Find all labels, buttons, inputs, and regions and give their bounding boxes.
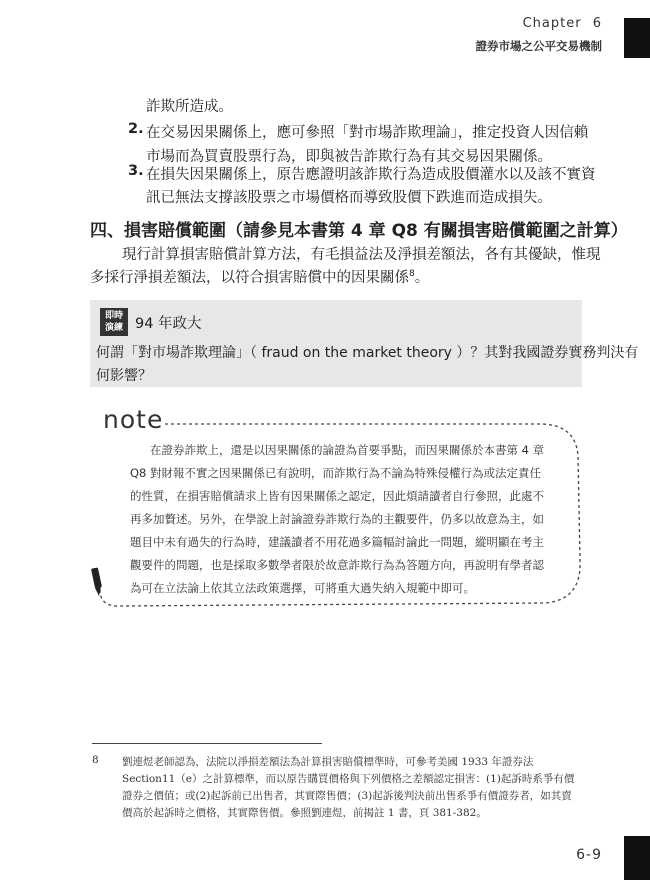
- note-line-6: 觀要件的問題，也是採取多數學者限於故意詐欺行為為答題方向，再說明有學者認: [130, 558, 544, 572]
- footer-tab-marker: [624, 836, 650, 880]
- note-line-1: 在證券詐欺上，還是以因果關係的論證為首要爭點，而因果關係於本書第 4 章: [150, 443, 545, 457]
- note-line-2: Q8 對財報不實之因果關係已有說明，而詐欺行為不論為特殊侵權行為或法定責任: [130, 466, 542, 480]
- note-label: note: [103, 405, 164, 434]
- list-item-2-line1: 在交易因果關係上，應可參照「對市場詐欺理論」，推定投資人因信賴: [146, 125, 589, 141]
- section-paragraph-end: 。: [414, 270, 430, 286]
- list-item-3-line1: 在損失因果關係上，原告應證明該詐欺行為造成股價灌水以及該不實資: [146, 167, 596, 183]
- footnote-line1: 劉連煜老師認為，法院以淨損差額法為計算損害賠償標準時，可參考美國 1933 年證券法: [122, 756, 534, 768]
- list-item-2-number: 2.: [128, 121, 144, 137]
- section-heading: 四、損害賠償範圍（請參見本書第 4 章 Q8 有關損害賠償範圍之計算）: [90, 221, 628, 241]
- exercise-question-line2: 何影響？: [96, 368, 152, 384]
- chapter-number: 6: [592, 16, 602, 31]
- footnote-line3: 證券之價值；或(2)起訴前已出售者，其實際售價；(3)起訴後判決前出售系爭有價證券者，如其賣: [122, 790, 572, 802]
- footnote-line2: Section11（e）之計算標準，而以原告購買價格與下列價格之差額認定損害：(1)起訴時系爭有價: [122, 773, 575, 785]
- note-line-4: 再多加贅述。另外，在學說上討論證券詐欺行為的主觀要件，仍多以故意為主，如: [130, 512, 544, 526]
- exercise-question-line1: 何謂「對市場詐欺理論」（ fraud on the market theory ）？其對我國證券實務判決有: [96, 345, 639, 361]
- note-line-7: 為可在立法論上依其立法政策選擇，可將重大過失納入規範中即可。: [130, 581, 475, 595]
- list-item-2-line2: 市場而為買賣股票行為，即與被告詐欺行為有其交易因果關係。: [146, 149, 552, 165]
- badge-line2: 演練: [104, 323, 123, 333]
- footnote-line4: 價高於起訴時之價格，其實際售價。參照劉連煜，前揭註 1 書，頁 381-382。: [122, 807, 487, 819]
- note-line-5: 題目中未有過失的行為時，建議讀者不用花過多篇幅討論此一問題，縱明顯在考主: [130, 535, 544, 549]
- list-item-3-line2: 訊已無法支撐該股票之市場價格而導致股價下跌進而造成損失。: [146, 190, 552, 206]
- badge-line1: 即時: [104, 311, 123, 321]
- list-item-3-number: 3.: [128, 163, 144, 179]
- note-line-3: 的性質，在損害賠償請求上皆有因果關係之認定，因此煩請讀者自行參照，此處不: [130, 489, 544, 503]
- section-paragraph-line1: 現行計算損害賠償計算方法，有毛損益法及淨損差額法，各有其優缺，惟現: [122, 247, 601, 263]
- chapter-title: 證券市場之公平交易機制: [475, 39, 602, 53]
- chapter-word: Chapter: [522, 16, 582, 31]
- footnote-number: 8: [92, 754, 99, 766]
- list-continuation: 詐欺所造成。: [146, 99, 233, 115]
- exercise-title: 94 年政大: [135, 316, 202, 332]
- section-paragraph-text: 多採行淨損差額法，以符合損害賠償中的因果關係: [90, 270, 409, 286]
- page-number: 6-9: [576, 847, 602, 863]
- footnote-ref[interactable]: 8: [409, 269, 415, 280]
- footnote-rule: [92, 743, 322, 744]
